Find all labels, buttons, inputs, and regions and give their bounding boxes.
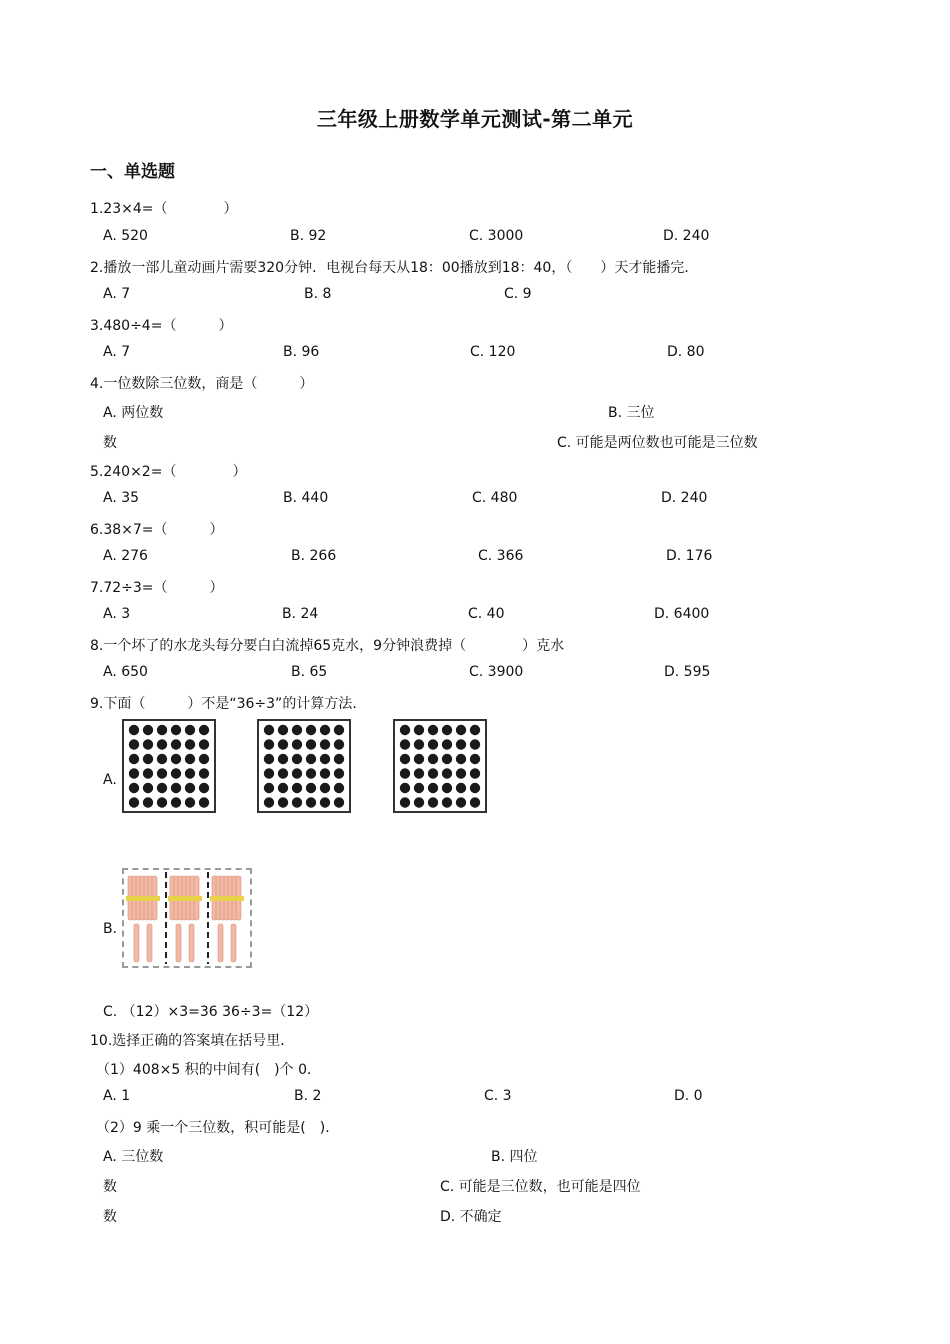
question-10: 10.选择正确的答案填在括号里． [90, 1033, 295, 1049]
dot [400, 739, 410, 749]
dot [414, 783, 424, 793]
dot [320, 739, 330, 749]
dot [442, 797, 452, 807]
q5-option-a[interactable]: A. 35 [103, 490, 140, 506]
dot-grid-1 [122, 719, 216, 813]
dot [442, 768, 452, 778]
section-heading: 一、单选题 [90, 162, 175, 182]
dot [470, 768, 480, 778]
dot [264, 768, 274, 778]
dot [442, 754, 452, 764]
dot [199, 797, 209, 807]
dot [400, 725, 410, 735]
dot [157, 725, 167, 735]
dot [414, 797, 424, 807]
dot [306, 739, 316, 749]
dot [292, 797, 302, 807]
q6-option-a[interactable]: A. 276 [103, 548, 148, 564]
q8-option-d[interactable]: D. 595 [664, 664, 711, 680]
dot [278, 768, 288, 778]
dot [306, 725, 316, 735]
dot [334, 754, 344, 764]
q10-2-option-b-wrap: 数 [103, 1179, 117, 1195]
dot [278, 725, 288, 735]
dot [306, 783, 316, 793]
dot [185, 768, 195, 778]
dot [414, 725, 424, 735]
dot [428, 739, 438, 749]
question-6: 6.38×7=（ ） [90, 522, 224, 538]
dot-grid-2 [257, 719, 351, 813]
q6-option-d[interactable]: D. 176 [666, 548, 713, 564]
dot [129, 754, 139, 764]
dot [414, 754, 424, 764]
q10-2-option-a[interactable]: A. 三位数 [103, 1149, 164, 1165]
question-9: 9.下面（ ）不是“36÷3”的计算方法． [90, 696, 367, 712]
single-stick [189, 924, 194, 962]
dot [334, 783, 344, 793]
q9-option-b[interactable]: B. [103, 921, 118, 937]
q4-option-a[interactable]: A. 两位数 [103, 405, 164, 421]
dot [470, 754, 480, 764]
dot [264, 725, 274, 735]
q3-option-c[interactable]: C. 120 [470, 344, 516, 360]
dot [129, 739, 139, 749]
q7-option-a[interactable]: A. 3 [103, 606, 131, 622]
single-stick [176, 924, 181, 962]
dot [157, 768, 167, 778]
q5-option-c[interactable]: C. 480 [472, 490, 518, 506]
dot [143, 725, 153, 735]
dot [320, 797, 330, 807]
q10-1-option-b[interactable]: B. 2 [294, 1088, 322, 1104]
q7-option-b[interactable]: B. 24 [282, 606, 319, 622]
dot [292, 754, 302, 764]
dot [428, 768, 438, 778]
dot [414, 739, 424, 749]
question-10-part-1: （1）408×5 积的中间有( )个 0． [96, 1062, 321, 1078]
bundle-band [210, 896, 244, 901]
dot [334, 725, 344, 735]
dot [320, 754, 330, 764]
q5-option-d[interactable]: D. 240 [661, 490, 708, 506]
q8-option-b[interactable]: B. 65 [291, 664, 328, 680]
dot [157, 739, 167, 749]
bundle-band [168, 896, 202, 901]
dot [171, 783, 181, 793]
dot [185, 754, 195, 764]
dot [278, 739, 288, 749]
question-10-part-2: （2）9 乘一个三位数，积可能是( )． [96, 1120, 340, 1136]
dot [185, 725, 195, 735]
dot [306, 754, 316, 764]
q5-option-b[interactable]: B. 440 [283, 490, 329, 506]
dot [320, 768, 330, 778]
q1-option-c[interactable]: C. 3000 [469, 228, 524, 244]
dot [185, 797, 195, 807]
dot [143, 768, 153, 778]
dot [320, 783, 330, 793]
dot [185, 739, 195, 749]
q1-option-b[interactable]: B. 92 [290, 228, 327, 244]
dot [278, 797, 288, 807]
q6-option-b[interactable]: B. 266 [291, 548, 337, 564]
question-4: 4.一位数除三位数，商是（ ） [90, 376, 314, 392]
single-stick [231, 924, 236, 962]
q10-1-option-d[interactable]: D. 0 [674, 1088, 703, 1104]
dot [428, 754, 438, 764]
dot [292, 725, 302, 735]
dot [199, 725, 209, 735]
q7-option-d[interactable]: D. 6400 [654, 606, 710, 622]
dot [129, 797, 139, 807]
q10-2-option-c[interactable]: C. 可能是三位数，也可能是四位 [440, 1179, 641, 1195]
dot [334, 797, 344, 807]
dot [278, 754, 288, 764]
dot [428, 725, 438, 735]
page-title: 三年级上册数学单元测试-第二单元 [316, 107, 634, 131]
q2-option-c[interactable]: C. 9 [504, 286, 532, 302]
q1-option-a[interactable]: A. 520 [103, 228, 148, 244]
dot [306, 768, 316, 778]
q6-option-c[interactable]: C. 366 [478, 548, 524, 564]
dot [456, 783, 466, 793]
q3-option-d[interactable]: D. 80 [667, 344, 705, 360]
dot [442, 725, 452, 735]
dot [143, 797, 153, 807]
dot [129, 783, 139, 793]
dot [334, 739, 344, 749]
dot [264, 754, 274, 764]
dot [456, 754, 466, 764]
q10-1-option-c[interactable]: C. 3 [484, 1088, 512, 1104]
dot [278, 783, 288, 793]
dot [470, 783, 480, 793]
dot [143, 754, 153, 764]
q4-option-b-wrap: 数 [103, 435, 117, 451]
q9-option-a[interactable]: A. [103, 772, 117, 788]
dot [199, 768, 209, 778]
dot [264, 797, 274, 807]
question-8: 8.一个坏了的水龙头每分要白白流掉65克水，9分钟浪费掉（ ）克水 [90, 638, 565, 654]
bundle-band [126, 896, 160, 901]
dot [264, 783, 274, 793]
dot [157, 783, 167, 793]
dot [264, 739, 274, 749]
q7-option-c[interactable]: C. 40 [468, 606, 505, 622]
q10-2-option-b[interactable]: B. 四位 [491, 1149, 538, 1165]
dot-grid-3 [393, 719, 487, 813]
dot [442, 739, 452, 749]
dot [320, 725, 330, 735]
q10-2-option-d[interactable]: D. 不确定 [440, 1209, 502, 1225]
single-stick [218, 924, 223, 962]
dot [171, 754, 181, 764]
q1-option-d[interactable]: D. 240 [663, 228, 710, 244]
q4-option-b[interactable]: B. 三位 [608, 405, 655, 421]
dot [334, 768, 344, 778]
single-stick [134, 924, 139, 962]
q9-option-c[interactable]: C. （12）×3=36 36÷3=（12） [103, 1004, 319, 1020]
question-7: 7.72÷3=（ ） [90, 580, 224, 596]
q10-1-option-a[interactable]: A. 1 [103, 1088, 131, 1104]
dot [470, 739, 480, 749]
dot [171, 739, 181, 749]
dot [414, 768, 424, 778]
dot [292, 739, 302, 749]
dot [171, 725, 181, 735]
dot [470, 725, 480, 735]
dot [470, 797, 480, 807]
dot [185, 783, 195, 793]
dot [171, 797, 181, 807]
q2-option-b[interactable]: B. 8 [304, 286, 332, 302]
dot [143, 783, 153, 793]
dot [428, 783, 438, 793]
question-5: 5.240×2=（ ） [90, 464, 247, 480]
dot [400, 754, 410, 764]
dot [129, 725, 139, 735]
q4-option-c[interactable]: C. 可能是两位数也可能是三位数 [557, 435, 758, 451]
question-2: 2.播放一部儿童动画片需要320分钟．电视台每天从18：00播放到18：40，（ ）天才能播完． [90, 260, 699, 276]
dot [171, 768, 181, 778]
dot [199, 754, 209, 764]
q10-2-option-c-wrap: 数 [103, 1209, 117, 1225]
dot [292, 783, 302, 793]
dot [157, 754, 167, 764]
dot [199, 783, 209, 793]
dot [456, 739, 466, 749]
dot [400, 768, 410, 778]
dot [199, 739, 209, 749]
dot [400, 797, 410, 807]
dot [129, 768, 139, 778]
question-1: 1.23×4=（ ） [90, 201, 238, 217]
dot [428, 797, 438, 807]
stick-bundles-illustration [122, 868, 252, 968]
single-stick [147, 924, 152, 962]
dot [442, 783, 452, 793]
q8-option-a[interactable]: A. 650 [103, 664, 148, 680]
dot [456, 797, 466, 807]
dot [306, 797, 316, 807]
q8-option-c[interactable]: C. 3900 [469, 664, 524, 680]
q3-option-b[interactable]: B. 96 [283, 344, 320, 360]
dot [292, 768, 302, 778]
q2-option-a[interactable]: A. 7 [103, 286, 131, 302]
dot [456, 725, 466, 735]
dot [456, 768, 466, 778]
dot [400, 783, 410, 793]
q3-option-a[interactable]: A. 7 [103, 344, 131, 360]
dot [157, 797, 167, 807]
question-3: 3.480÷4=（ ） [90, 318, 233, 334]
dot [143, 739, 153, 749]
